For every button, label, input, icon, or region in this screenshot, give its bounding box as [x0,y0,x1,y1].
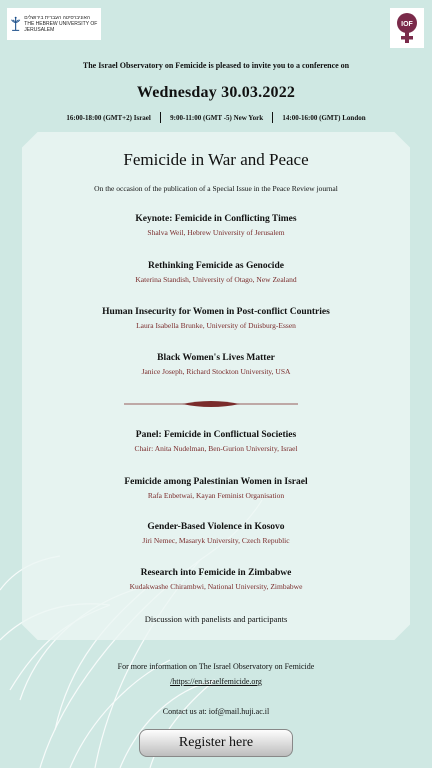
intro-text: The Israel Observatory on Femicide is pleased to invite you to a conference on [82,61,350,70]
talk-speaker: Rafa Enbetwai, Kayan Feminist Organisation [147,491,285,500]
menorah-icon [10,12,21,36]
talk-item [0,214,432,237]
more-info-text: For more information on The Israel Observatory on Femicide [117,662,315,671]
talk-speaker: Shalva Weil, Hebrew University of Jerusalem [147,228,285,237]
talk-speaker: Janice Joseph, Richard Stockton University, USA [141,367,291,376]
logo-english-text: THE HEBREW UNIVERSITY OF JERUSALEM [24,21,98,33]
time-separator [272,112,273,123]
panel-chair: Chair: Anita Nudelman, Ben-Gurion University, Israel [134,444,298,453]
talk-speaker: Kudakwashe Chirambwi, National University, Zimbabwe [129,582,303,591]
panel-section [0,430,432,453]
event-date: Wednesday 30.03.2022 [136,84,296,101]
iof-logo [390,8,424,48]
talk-title: Research into Femicide in Zimbabwe [140,568,292,578]
panelist-item [0,477,432,500]
talk-title: Femicide among Palestinian Women in Israel [124,477,308,487]
talk-speaker: Katerina Standish, University of Otago, New Zealand [135,275,297,284]
talk-item [0,353,432,376]
conference-subtitle: On the occasion of the publication of a Special Issue in the Peace Review journal [94,184,338,193]
talk-item [0,261,432,284]
time-london: 14:00-16:00 (GMT) London [282,113,366,122]
iof-logo-text: IOF [401,21,413,28]
contact-text: Contact us at: iof@mail.huji.ac.il [162,707,270,716]
conference-title: Femicide in War and Peace [123,150,309,169]
time-new-york: 9:00-11:00 (GMT -5) New York [170,113,264,122]
logo-hebrew-text: האוניברסיטה העברית בירושלים [24,15,90,21]
time-israel: 16:00-18:00 (GMT+2) Israel [66,113,151,122]
more-info [0,659,432,689]
female-symbol-icon [393,11,421,45]
talk-title: Black Women's Lives Matter [157,353,275,363]
website-link[interactable]: /https://en.israelfemicide.org [170,677,262,686]
talk-speaker: Jiri Nemec, Masaryk University, Czech Republic [142,536,290,545]
panelist-item [0,522,432,545]
discussion-text: Discussion with panelists and participants [144,614,288,624]
talk-title: Human Insecurity for Women in Post-conflict Countries [102,307,330,317]
talk-title: Gender-Based Violence in Kosovo [147,522,285,532]
register-button[interactable]: Register here [139,729,293,757]
talk-title: Keynote: Femicide in Conflicting Times [135,214,297,224]
talk-title: Rethinking Femicide as Genocide [148,261,284,271]
ornament-divider [124,399,298,409]
time-separator [160,112,161,123]
hebrew-university-logo [7,8,101,40]
panelist-item [0,568,432,591]
talk-speaker: Laura Isabella Brunke, University of Duisburg-Essen [136,321,296,330]
talk-item [0,307,432,330]
program-panel [22,132,410,640]
panel-title: Panel: Femicide in Conflictual Societies [135,430,297,440]
time-zones [0,112,432,123]
